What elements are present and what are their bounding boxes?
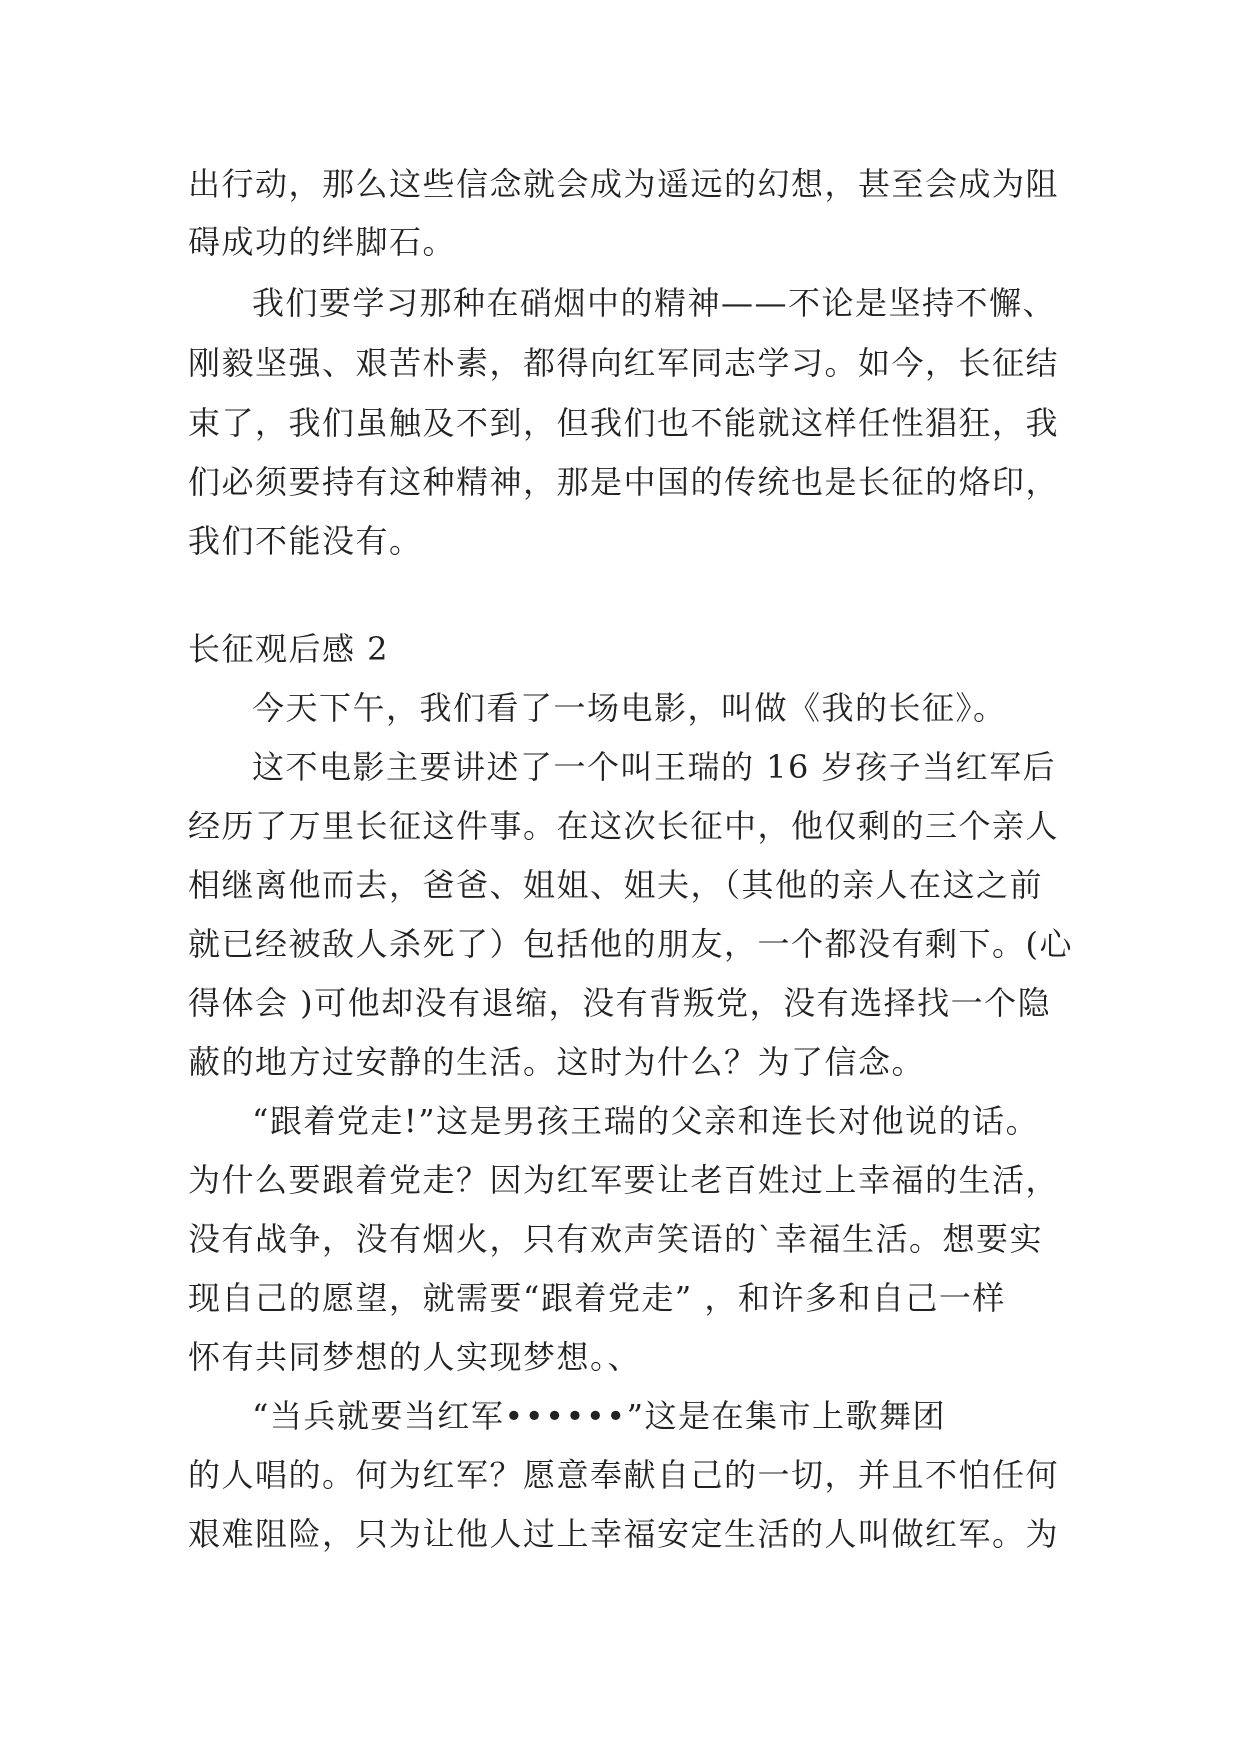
paragraph-start-line: 我们要学习那种在硝烟中的精神——不论是坚持不懈、 [252, 284, 1057, 322]
text-line: 碍成功的绊脚石。 [188, 223, 457, 261]
text-line: 刚毅坚强、艰苦朴素，都得向红军同志学习。如今，长征结 [188, 344, 1060, 382]
text-line: 为什么要跟着党走？因为红军要让老百姓过上幸福的生活， [188, 1161, 1060, 1199]
section-heading: 长征观后感 2 [188, 630, 390, 668]
text-line: 艰难阻险，只为让他人过上幸福安定生活的人叫做红军。为 [188, 1515, 1060, 1553]
paragraph-start-line: “当兵就要当红军••••••”这是在集市上歌舞团 [252, 1397, 946, 1435]
text-line: 的人唱的。何为红军？愿意奉献自己的一切，并且不怕任何 [188, 1456, 1060, 1494]
text-line: 怀有共同梦想的人实现梦想。、 [188, 1338, 642, 1376]
text-line: 束了，我们虽触及不到，但我们也不能就这样任性猖狂，我 [188, 404, 1060, 442]
text-line: 现自己的愿望，就需要“跟着党走” ，和许多和自己一样 [188, 1279, 1006, 1317]
text-line: 蔽的地方过安静的生活。这时为什么？为了信念。 [188, 1043, 926, 1081]
text-line: 我们不能没有。 [188, 522, 423, 560]
text-line: 们必须要持有这种精神，那是中国的传统也是长征的烙印， [188, 463, 1060, 501]
paragraph-start-line: 今天下午，我们看了一场电影，叫做《我的长征》。 [252, 689, 1007, 727]
text-line: 就已经被敌人杀死了）包括他的朋友，一个都没有剩下。(心 [188, 925, 1073, 963]
text-line: 经历了万里长征这件事。在这次长征中，他仅剩的三个亲人 [188, 807, 1060, 845]
text-line: 相继离他而去，爸爸、姐姐、姐夫，（其他的亲人在这之前 [188, 866, 1044, 904]
paragraph-start-line: “跟着党走!”这是男孩王瑞的父亲和连长对他说的话。 [252, 1102, 1040, 1140]
paragraph-start-line: 这不电影主要讲述了一个叫王瑞的 16 岁孩子当红军后 [252, 748, 1057, 786]
text-line: 没有战争，没有烟火，只有欢声笑语的`幸福生活。想要实 [188, 1220, 1044, 1258]
text-line: 得体会 )可他却没有退缩，没有背叛党，没有选择找一个隐 [188, 984, 1052, 1022]
text-line: 出行动，那么这些信念就会成为遥远的幻想，甚至会成为阻 [188, 165, 1060, 203]
